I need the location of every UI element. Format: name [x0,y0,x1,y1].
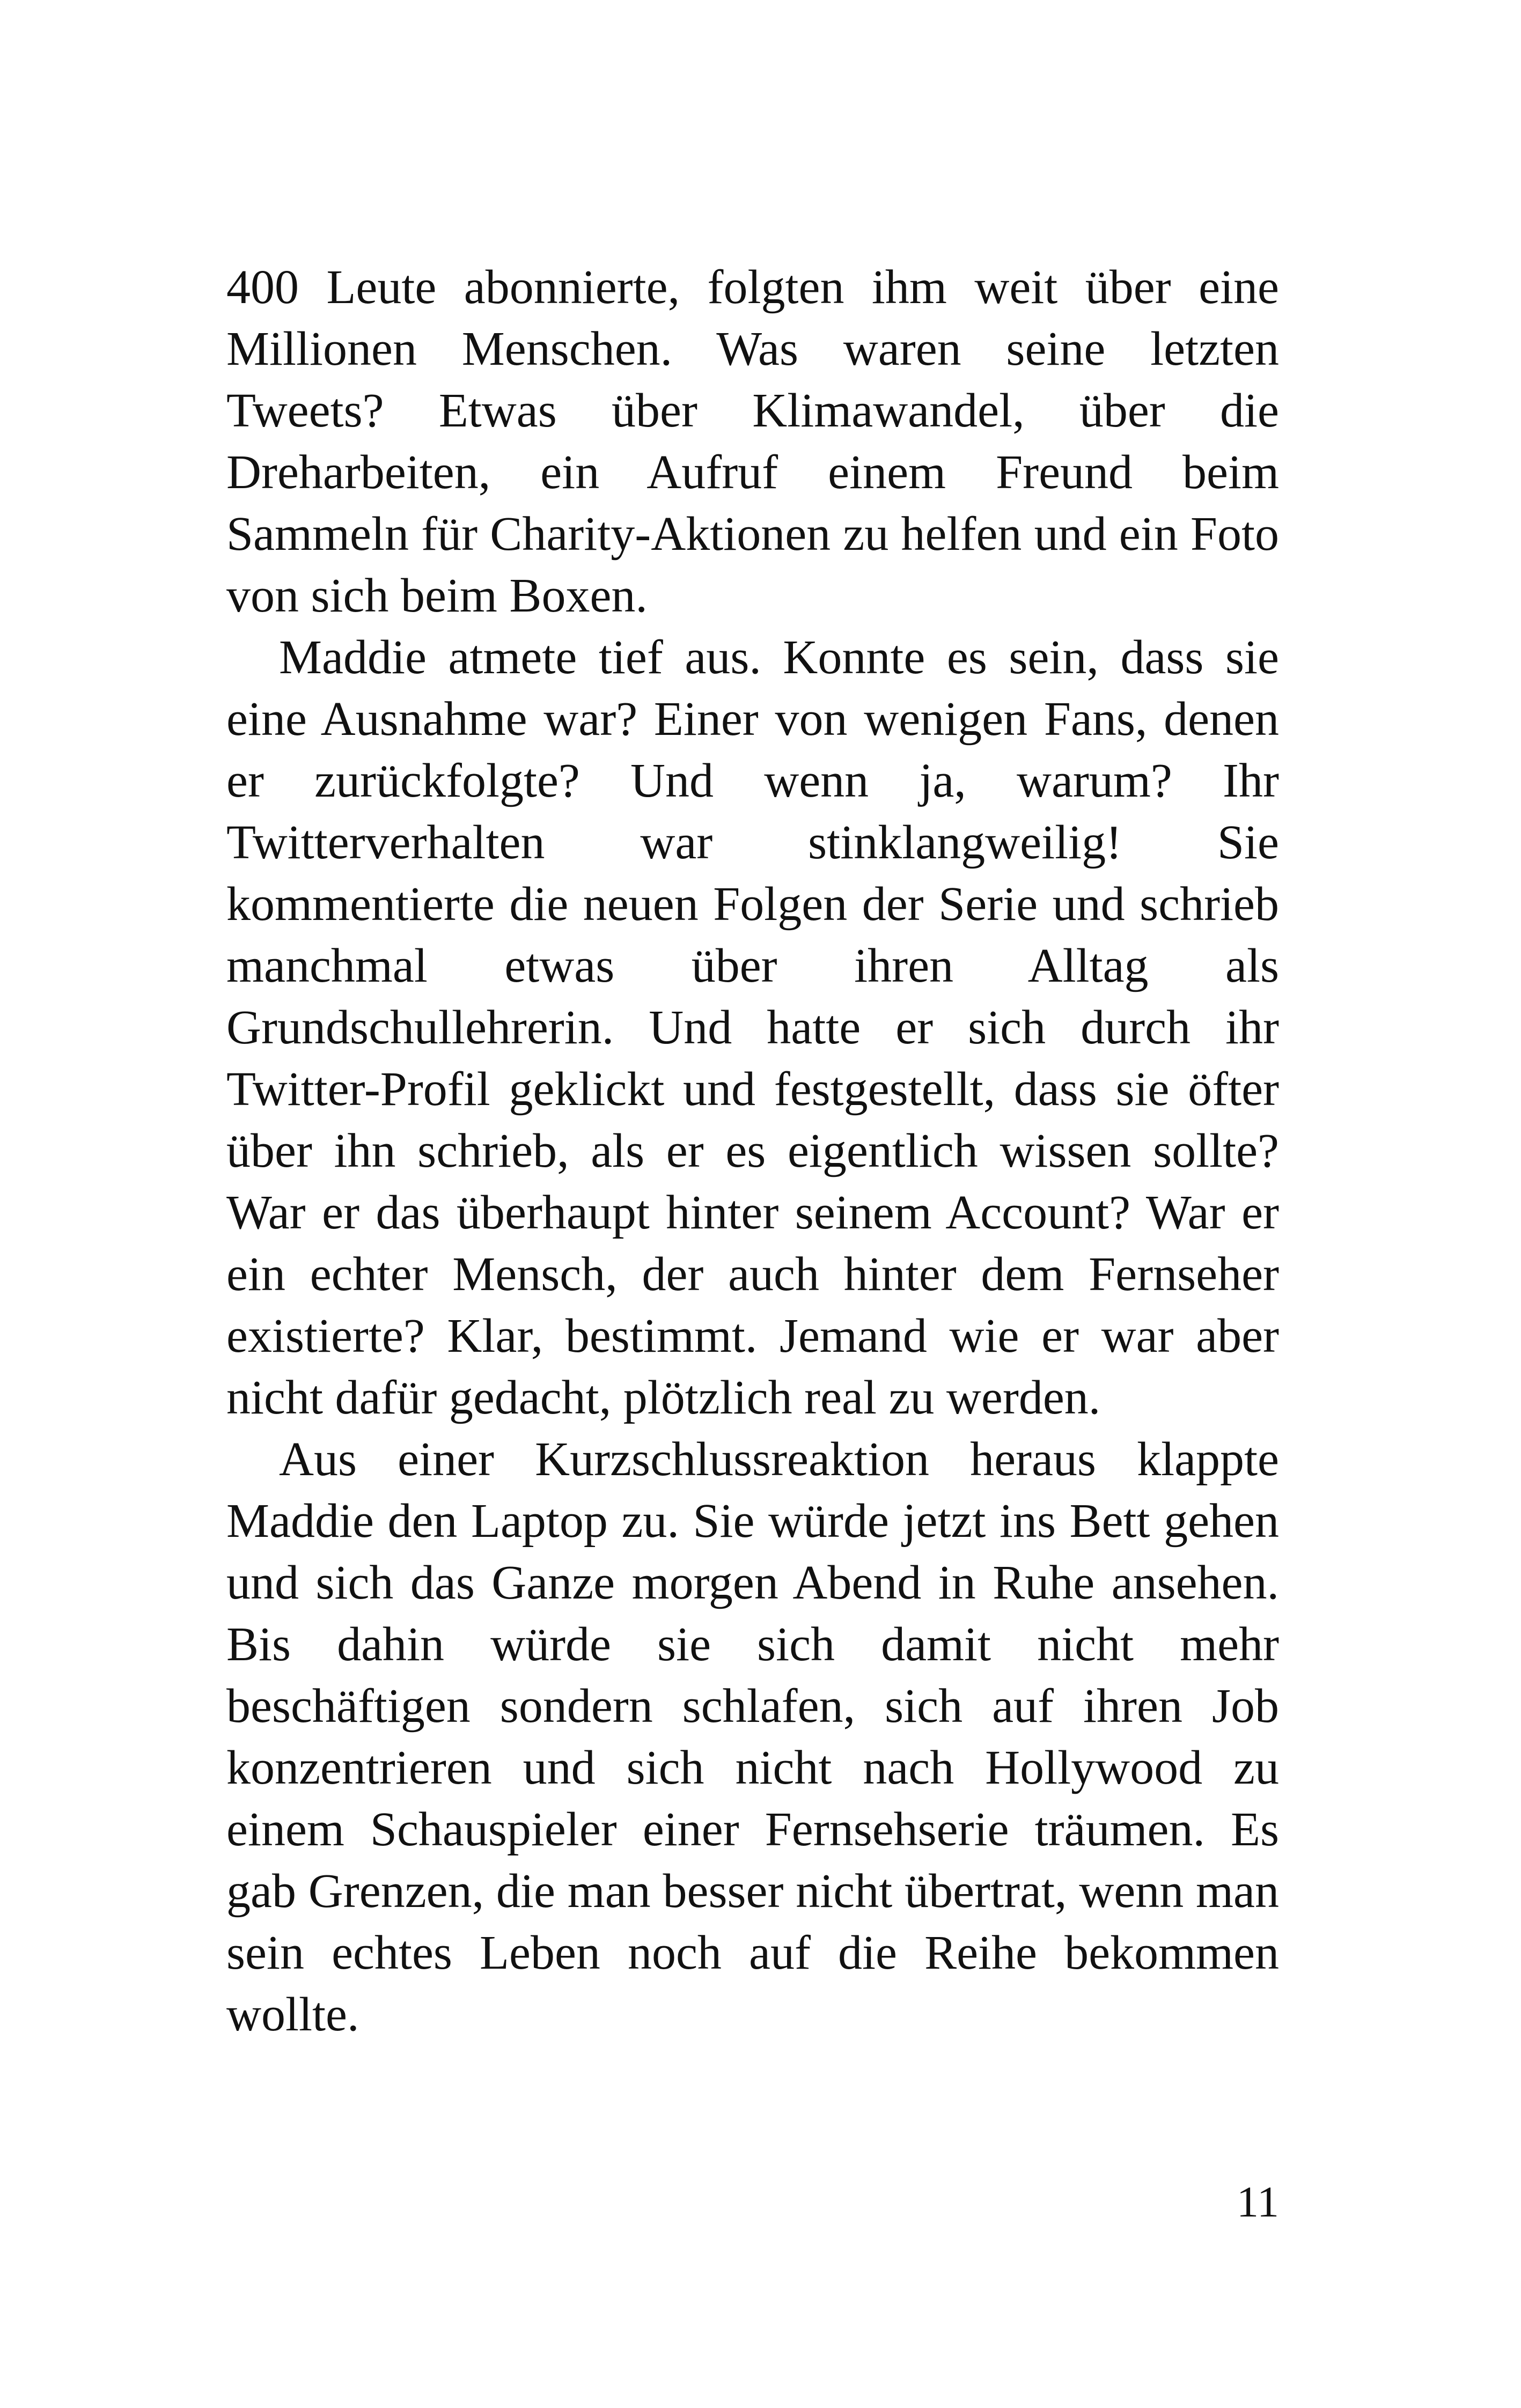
paragraph-continuation: 400 Leute abonnierte, folgten ihm weit über eine Millionen Menschen. Was waren seine letzten Tweets? Etwas über Klimawandel, über die Dreharbeiten, ein Aufruf einem Freund beim Sammeln für Charity-Aktionen zu helfen und ein Foto von sich beim Boxen. [226,261,1279,622]
paragraph-maddie-breathes: Maddie atmete tief aus. Konnte es sein, dass sie eine Ausnahme war? Einer von wenigen Fans, denen er zurückfolgte? Und wenn ja, warum? Ihr Twitterverhalten war stinklangweilig! Sie kommentierte die neuen Folgen der Serie und schrieb manchmal etwas über ihren Alltag als Grundschullehrerin. Und hatte er sich durch ihr Twitter-Profil geklickt und festgestellt, dass sie öfter über ihn schrieb, als er es eigentlich wissen sollte? War er das überhaupt hinter seinem Account? War er ein echter Mensch, der auch hinter dem Fernseher existierte? Klar, bestimmt. Jemand wie er war aber nicht dafür gedacht, plötzlich real zu werden. [226,631,1279,1424]
paragraph-closes-laptop: Aus einer Kurzschlussreaktion heraus klappte Maddie den Laptop zu. Sie würde jetzt ins Bett gehen und sich das Ganze morgen Abend in Ruhe ansehen. Bis dahin würde sie sich damit nicht mehr beschäftigen sondern schlafen, sich auf ihren Job konzentrieren und sich nicht nach Hollywood zu einem Schauspieler einer Fernsehserie träumen. Es gab Grenzen, die man besser nicht übertrat, wenn man sein echtes Leben noch auf die Reihe bekommen wollte. [226,1433,1279,2041]
page-number: 11 [1237,2177,1279,2226]
body-text [226,256,1279,2045]
